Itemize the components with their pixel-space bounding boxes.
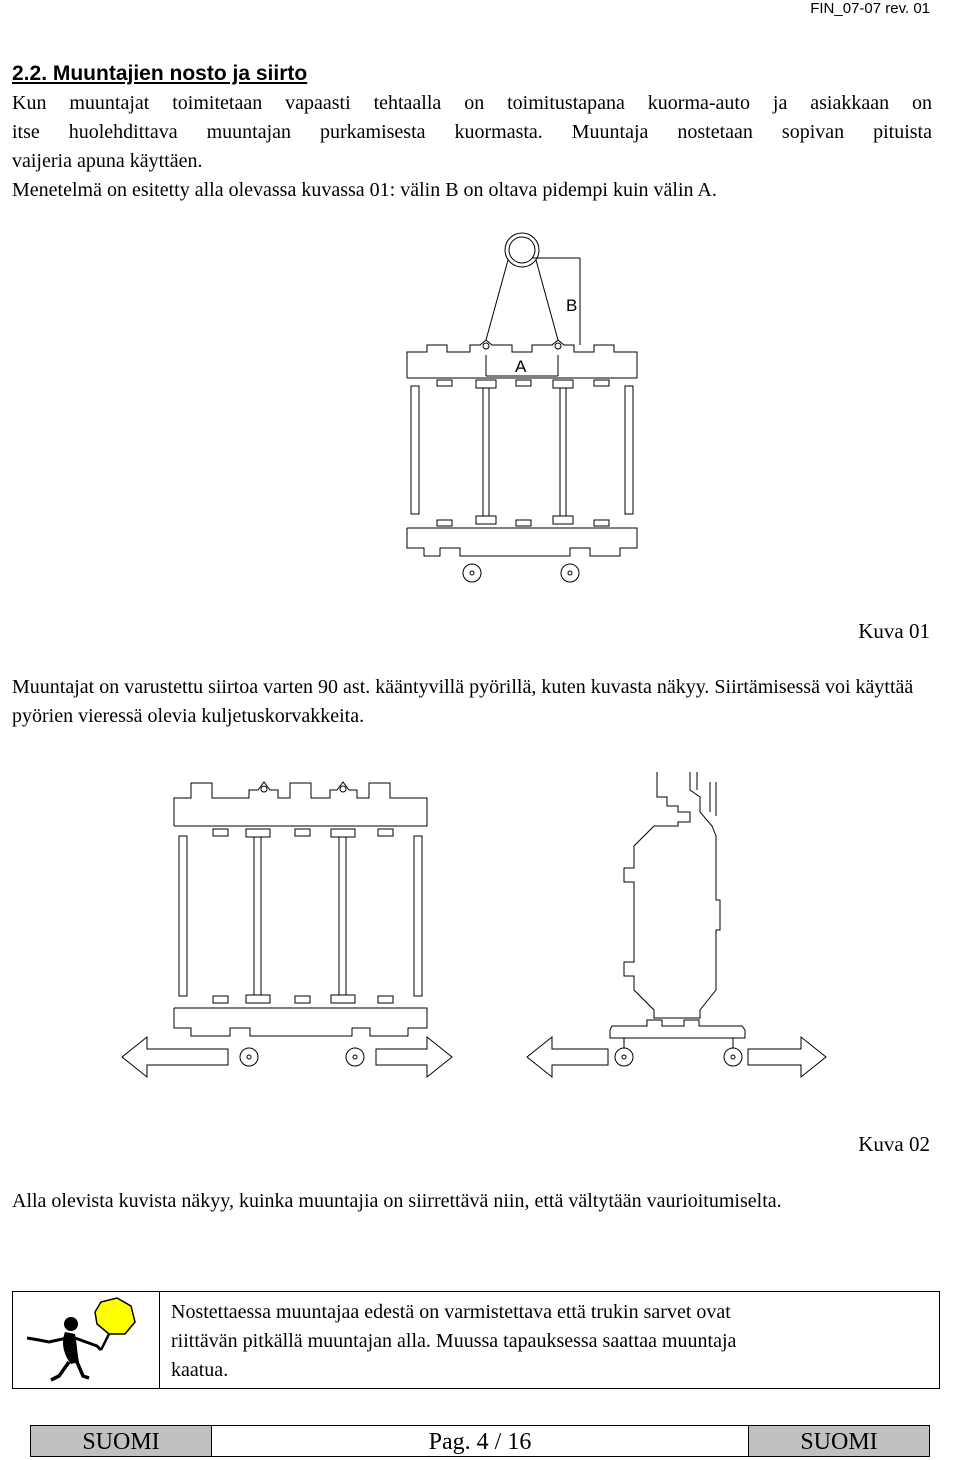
wheel	[240, 1048, 258, 1066]
figure-body	[63, 1332, 79, 1364]
intro-paragraph	[12, 89, 932, 205]
wheel-hub	[731, 1055, 735, 1059]
sling-right	[536, 260, 558, 340]
clamp-bolt	[213, 996, 228, 1003]
clamp-bolt	[437, 520, 452, 526]
warning-icon-cell	[13, 1292, 160, 1388]
warning-line: kaatua.	[171, 1359, 229, 1381]
figure-1-caption: Kuva 01	[858, 619, 930, 643]
warning-line: Nostettaessa muuntajaa edestä on varmistettava että trukin sarvet ovat	[171, 1301, 731, 1323]
arrow-left-icon	[122, 1037, 228, 1077]
moving-line: Alla olevista kuvista näkyy, kuinka muuntajia on siirrettävä niin, että vältytään	[12, 1190, 642, 1212]
clamp-bolt	[295, 996, 310, 1003]
clamp-bolt	[295, 829, 310, 836]
warning-line: riittävän pitkällä muuntajan alla. Muussa tapauksessa saattaa muuntaja	[171, 1330, 737, 1352]
core-leg	[254, 837, 261, 995]
wheels-paragraph	[12, 673, 932, 731]
wheel-hub	[470, 571, 474, 575]
sign-pole	[101, 1334, 109, 1350]
wheel-left	[463, 564, 481, 582]
intro-line: Menetelmä on esitetty alla olevassa kuvassa 01: välin B on oltava pidempi kuin välin A.	[12, 179, 717, 201]
dimension-a-label: A	[515, 357, 527, 376]
core-leg	[560, 388, 566, 516]
clamp-bolt	[594, 380, 609, 386]
wheel-hub	[353, 1055, 357, 1059]
clamp-bolt	[594, 520, 609, 526]
clamp-bolt	[213, 829, 228, 836]
coil-left	[411, 386, 419, 514]
arrow-right-icon	[748, 1037, 826, 1077]
clamp-bolt	[516, 380, 531, 386]
figure-head	[64, 1317, 78, 1331]
figure-arm-right	[75, 1338, 101, 1350]
coil-right	[625, 386, 633, 514]
core-cap	[553, 380, 573, 388]
lifting-hook-ring	[505, 233, 539, 267]
warning-figure-icon	[13, 1292, 159, 1388]
front-top-frame	[174, 782, 427, 826]
arrow-right-icon	[376, 1037, 452, 1077]
intro-line: vaijeria apuna käyttäen.	[12, 150, 203, 172]
figure-arm-left	[27, 1338, 67, 1342]
wheels-line: Siirtämisessä voi käyttää pyörien vieressä olevia kuljetuskorvakkeita.	[12, 676, 914, 727]
section-heading: 2.2. Muuntajien nosto ja siirto	[12, 62, 308, 85]
page-footer	[30, 1425, 930, 1457]
core-cap	[476, 380, 496, 388]
lifting-lug	[340, 786, 346, 792]
wheel-right	[561, 564, 579, 582]
wheel	[615, 1048, 633, 1066]
moving-paragraph	[12, 1187, 932, 1216]
document-code: FIN_07-07 rev. 01	[810, 0, 930, 17]
wheel-hub	[568, 571, 572, 575]
clamp-bolt	[378, 996, 393, 1003]
core-cap	[246, 829, 270, 837]
moving-diagram	[0, 765, 960, 1095]
core-cap	[553, 516, 573, 524]
wheel	[346, 1048, 364, 1066]
lifting-lug	[261, 786, 267, 792]
footer-language-right: SUOMI	[748, 1426, 929, 1456]
lifting-lug-right	[555, 343, 561, 349]
intro-line: itse huolehdittava muuntajan purkamisesta kuormasta. Muuntaja nostetaan sopivan pituista	[12, 121, 932, 143]
warning-text	[171, 1298, 931, 1385]
wheel	[724, 1048, 742, 1066]
clamp-bolt	[437, 380, 452, 386]
front-bottom-frame	[174, 1008, 427, 1036]
wheels-line: Muuntajat on varustettu siirtoa varten 90 ast. kääntyvillä pyörillä, kuten kuvasta näkyy.	[12, 676, 710, 698]
figure-leg-left	[51, 1362, 69, 1380]
core-cap	[476, 516, 496, 524]
lifting-hook-ring-inner	[509, 237, 535, 263]
core-cap	[331, 829, 355, 837]
figure-2-caption: Kuva 02	[858, 1132, 930, 1156]
core-cap	[331, 995, 355, 1003]
intro-line: Kun muuntajat toimitetaan vapaasti tehtaalla on toimitustapana kuorma-auto ja asiakkaan on	[12, 92, 932, 114]
coil-left	[179, 836, 187, 996]
wheel-hub	[622, 1055, 626, 1059]
warning-box	[12, 1291, 940, 1389]
footer-page-number: Pag. 4 / 16	[428, 1429, 532, 1455]
side-view-base	[610, 1020, 745, 1038]
coil-right	[414, 836, 422, 996]
lifting-lug-left	[483, 343, 489, 349]
stop-sign	[95, 1298, 135, 1334]
side-view-outline	[624, 772, 720, 1018]
arrow-left-icon	[527, 1037, 608, 1077]
figure-leg-right	[77, 1362, 89, 1378]
clamp-bolt	[378, 829, 393, 836]
core-leg	[339, 837, 346, 995]
clamp-bolt	[516, 520, 531, 526]
moving-line: vaurioitumiselta.	[646, 1190, 782, 1212]
core-cap	[246, 995, 270, 1003]
transformer-bottom-frame	[407, 528, 637, 556]
sling-left	[486, 260, 508, 340]
wheel-hub	[247, 1055, 251, 1059]
footer-language-left: SUOMI	[31, 1426, 212, 1456]
dimension-b-label: B	[566, 296, 578, 315]
core-leg	[483, 388, 489, 516]
lifting-diagram	[0, 225, 960, 595]
